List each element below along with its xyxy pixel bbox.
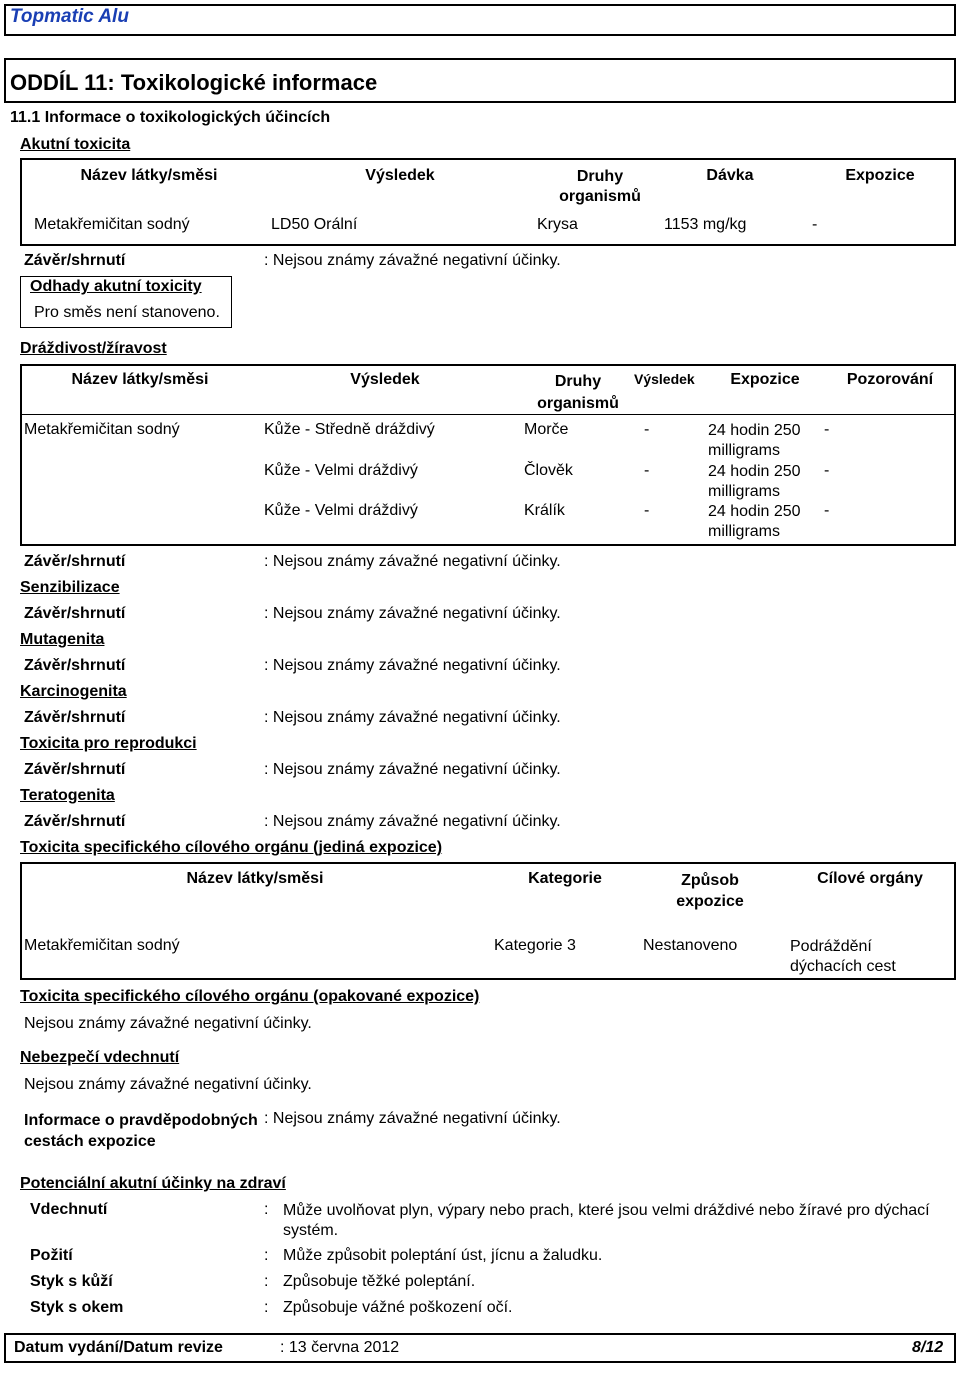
irr-score: - — [644, 502, 650, 519]
irr-species: Člověk — [524, 462, 573, 479]
health-label-skin: Styk s kůží — [30, 1273, 113, 1290]
irritation-header-divider — [20, 414, 956, 415]
teratogenicity-heading: Teratogenita — [20, 787, 115, 804]
acute-conclusion-text: : Nejsou známy závažné negativní účinky. — [264, 252, 561, 269]
teratogenicity-conclusion-label: Závěr/shrnutí — [24, 813, 126, 830]
irr-species: Králík — [524, 502, 565, 519]
teratogenicity-conclusion-text: : Nejsou známy závažné negativní účinky. — [264, 813, 561, 830]
irritation-conclusion-label: Závěr/shrnutí — [24, 553, 126, 570]
irr-exposure: 24 hodin 250 milligrams — [708, 422, 801, 459]
reproductive-conclusion-label: Závěr/shrnutí — [24, 761, 126, 778]
estimates-box — [20, 276, 232, 328]
acute-cell-name: Metakřemičitan sodný — [34, 216, 190, 233]
routes-text: : Nejsou známy závažné negativní účinky. — [264, 1110, 561, 1127]
irr-result: Kůže - Velmi dráždivý — [264, 502, 418, 519]
health-colon: : — [264, 1273, 269, 1290]
footer-label: Datum vydání/Datum revize — [14, 1339, 223, 1356]
health-text-ingestion: Může způsobit poleptání úst, jícnu a žaludku. — [283, 1247, 603, 1264]
stot-col-category: Kategorie — [528, 870, 602, 887]
irritation-heading: Dráždivost/žíravost — [20, 340, 167, 357]
irr-score: - — [644, 462, 650, 479]
stot-repeated-text: Nejsou známy závažné negativní účinky. — [24, 1015, 312, 1032]
irr-col-observation: Pozorování — [846, 371, 934, 388]
mutagenicity-heading: Mutagenita — [20, 631, 105, 648]
irr-observation: - — [824, 462, 830, 479]
acute-col-name: Název látky/směsi — [80, 167, 218, 184]
sensitization-conclusion-label: Závěr/shrnutí — [24, 605, 126, 622]
mutagenicity-conclusion-text: : Nejsou známy závažné negativní účinky. — [264, 657, 561, 674]
irr-exposure: 24 hodin 250 milligrams — [708, 503, 801, 540]
reproductive-conclusion-text: : Nejsou známy závažné negativní účinky. — [264, 761, 561, 778]
acute-col-exposure: Expozice — [845, 167, 915, 184]
routes-label: Informace o pravděpodobných cestách expozice — [24, 1112, 258, 1150]
acute-col-result: Výsledek — [365, 167, 435, 184]
irr-col-score: Výsledek — [634, 371, 695, 387]
footer-date: : 13 června 2012 — [280, 1339, 400, 1356]
aspiration-heading: Nebezpečí vdechnutí — [20, 1049, 180, 1066]
acute-col-species: Druhy organismů — [559, 168, 641, 205]
acute-cell-dose: 1153 mg/kg — [664, 216, 747, 233]
health-heading: Potenciální akutní účinky na zdraví — [20, 1175, 286, 1192]
stot-col-organs: Cílové orgány — [817, 870, 923, 887]
health-colon: : — [264, 1201, 269, 1218]
irr-species: Morče — [524, 421, 569, 438]
stot-cell-route: Nestanoveno — [643, 937, 738, 954]
mutagenicity-conclusion-label: Závěr/shrnutí — [24, 657, 126, 674]
company-name: Topmatic Alu — [10, 6, 129, 27]
acute-heading: Akutní toxicita — [20, 136, 131, 153]
carcinogenicity-heading: Karcinogenita — [20, 683, 127, 700]
sensitization-conclusion-text: : Nejsou známy závažné negativní účinky. — [264, 605, 561, 622]
health-text-skin: Způsobuje těžké poleptání. — [283, 1273, 476, 1290]
health-label-inhalation: Vdechnutí — [30, 1201, 108, 1218]
irr-col-species: Druhy organismů — [537, 373, 619, 412]
carcinogenicity-conclusion-label: Závěr/shrnutí — [24, 709, 126, 726]
health-label-eye: Styk s okem — [30, 1299, 124, 1316]
health-colon: : — [264, 1299, 269, 1316]
reproductive-heading: Toxicita pro reprodukci — [20, 735, 197, 752]
stot-cell-category: Kategorie 3 — [494, 937, 576, 954]
header-bar — [4, 4, 956, 36]
section-subtitle: 11.1 Informace o toxikologických účincích — [10, 109, 331, 126]
acute-conclusion-label: Závěr/shrnutí — [24, 252, 126, 269]
acute-col-dose: Dávka — [706, 167, 754, 184]
irr-result: Kůže - Velmi dráždivý — [264, 462, 418, 479]
stot-col-name: Název látky/směsi — [186, 870, 324, 887]
irr-result: Kůže - Středně dráždivý — [264, 421, 435, 438]
stot-cell-name: Metakřemičitan sodný — [24, 937, 180, 954]
irr-score: - — [644, 421, 650, 438]
footer-page: 8/12 — [912, 1339, 944, 1356]
irr-exposure: 24 hodin 250 milligrams — [708, 463, 801, 500]
stot-repeated-heading: Toxicita specifického cílového orgánu (opakované expozice) — [20, 988, 480, 1005]
irr-substance: Metakřemičitan sodný — [24, 421, 180, 438]
stot-col-route: Způsob expozice — [676, 872, 744, 910]
health-text-inhalation: Může uvolňovat plyn, výpary nebo prach, které jsou velmi dráždivé nebo žíravé pro dýchací systém. — [283, 1202, 930, 1239]
irr-observation: - — [824, 502, 830, 519]
irritation-conclusion-text: : Nejsou známy závažné negativní účinky. — [264, 553, 561, 570]
stot-cell-organs: Podráždění dýchacích cest — [790, 938, 896, 975]
acute-cell-result: LD50 Orální — [271, 216, 358, 233]
irr-col-exposure: Expozice — [730, 371, 800, 388]
estimates-text: Pro směs není stanoveno. — [34, 304, 220, 321]
irr-observation: - — [824, 421, 830, 438]
health-label-ingestion: Požití — [30, 1247, 73, 1264]
acute-cell-species: Krysa — [537, 216, 578, 233]
section-title: ODDÍL 11: Toxikologické informace — [10, 70, 378, 95]
aspiration-text: Nejsou známy závažné negativní účinky. — [24, 1076, 312, 1093]
health-colon: : — [264, 1247, 269, 1264]
irr-col-result: Výsledek — [350, 371, 420, 388]
acute-cell-exposure: - — [812, 216, 818, 233]
stot-single-heading: Toxicita specifického cílového orgánu (jediná expozice) — [20, 839, 443, 856]
carcinogenicity-conclusion-text: : Nejsou známy závažné negativní účinky. — [264, 709, 561, 726]
health-text-eye: Způsobuje vážné poškození očí. — [283, 1299, 513, 1316]
irr-col-name: Název látky/směsi — [71, 371, 209, 388]
estimates-heading: Odhady akutní toxicity — [30, 278, 202, 295]
sensitization-heading: Senzibilizace — [20, 579, 120, 596]
